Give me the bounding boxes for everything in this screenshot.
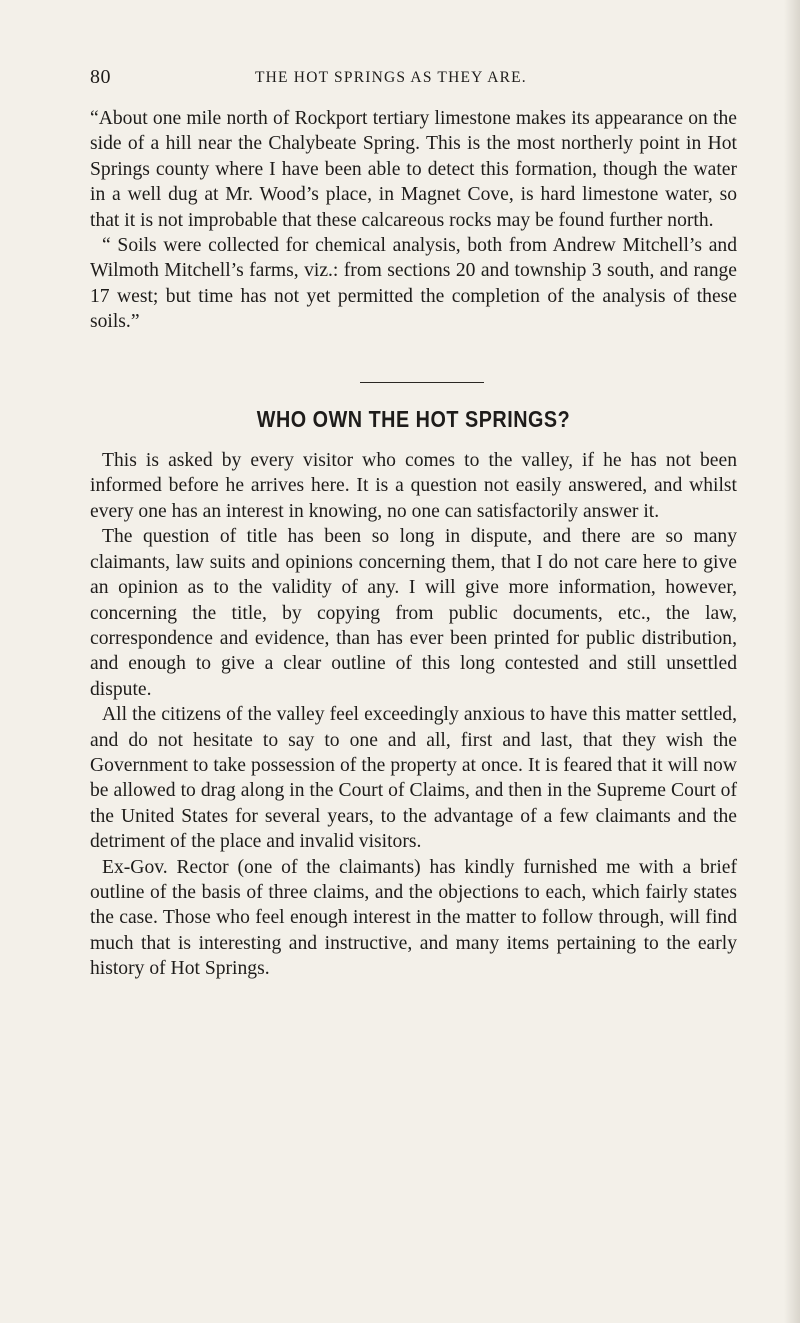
section-paragraph-3: All the citizens of the valley feel exceedingly anxious to have this matter settled, and do not hesitate to say to one and all, first and last, that they wish the Government to take possession of the property at once. It is feared that it will now be allowed to drag along in the Court of Claims, and then in the Supreme Court of the United States for several years, to the advantage of a few claimants and the detriment of the place and invalid visitors. <box>90 704 737 853</box>
page-edge-shadow <box>784 0 800 1323</box>
page-number: 80 <box>90 66 111 88</box>
section-divider <box>360 382 484 383</box>
quote-paragraph-2: “ Soils were collected for chemical analysis, both from Andrew Mitchell’s and Wilmoth Mitchell’s farms, viz.: from sections 20 and township 3 south, and range 17 west; but time has not yet permitted the completion of the analysis of these soils.” <box>90 235 737 333</box>
running-title: THE HOT SPRINGS AS THEY ARE. <box>255 69 527 86</box>
body-text <box>90 106 737 982</box>
section-paragraph-1: This is asked by every visitor who comes to the valley, if he has not been informed before he arrives here. It is a question not easily answered, and whilst every one has an interest in knowing, no one can satisfactorily answer it. <box>90 450 737 522</box>
section-paragraph-4: Ex-Gov. Rector (one of the claimants) has kindly furnished me with a brief outline of the basis of three claims, and the objections to each, which fairly states the case. Those who feel enough interest in the matter to follow through, will find much that is interesting and instructive, and many items pertaining to the early history of Hot Springs. <box>90 856 737 980</box>
section-paragraph-2: The question of title has been so long in dispute, and there are so many claimants, law suits and opinions concerning them, that I do not care here to give an opinion as to the validity of any. I will give more information, however, concerning the title, by copying from public documents, etc., the law, correspondence and evidence, than has ever been printed for public distribution, and enough to give a clear outline of this long contested and still unsettled dispute. <box>90 526 737 700</box>
running-head <box>90 66 740 90</box>
section-heading: WHO OWN THE HOT SPRINGS? <box>256 405 571 432</box>
quote-paragraph-1: “About one mile north of Rockport tertiary limestone makes its appearance on the side of a hill near the Chalybeate Spring. This is the most northerly point in Hot Springs county where I have been able to detect this formation, though the water in a well dug at Mr. Wood’s place, in Magnet Cove, is hard limestone water, so that it is not improbable that these calcareous rocks may be found further north. <box>90 108 737 231</box>
